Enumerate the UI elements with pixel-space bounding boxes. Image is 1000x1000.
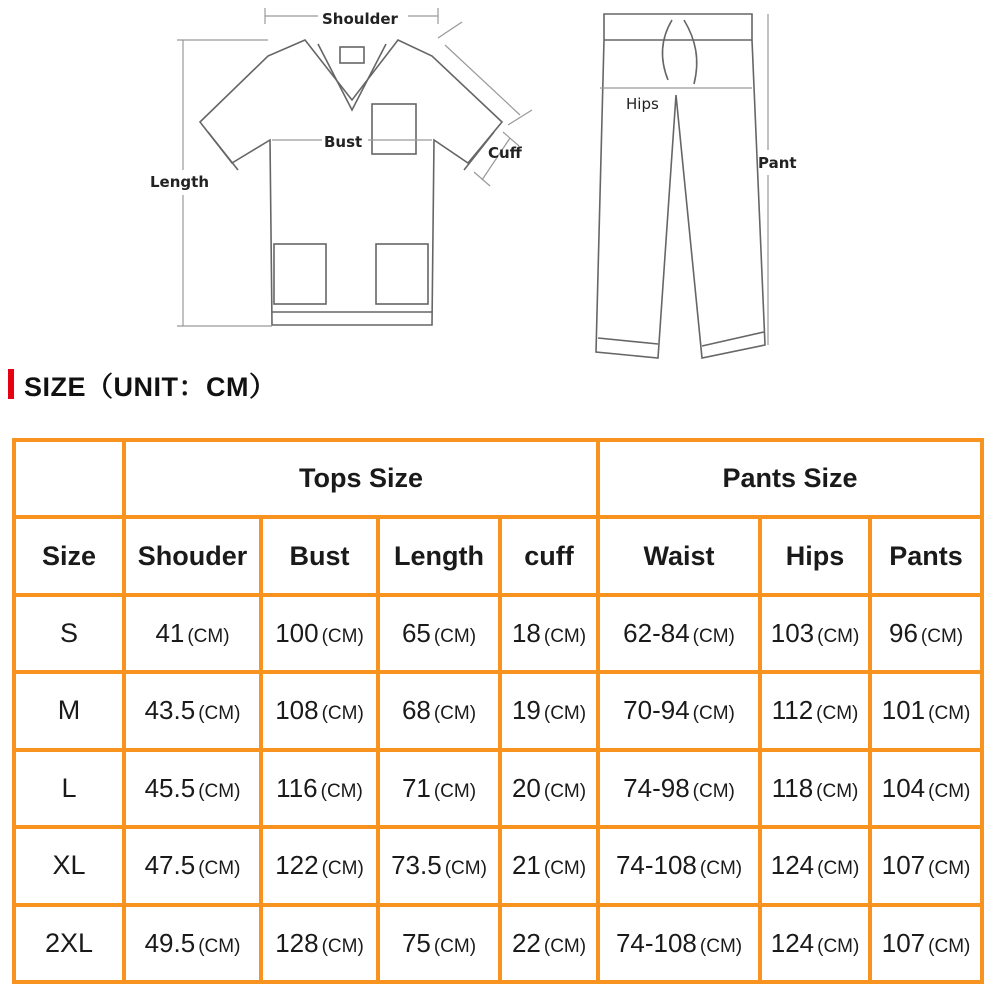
col-header-length: Length bbox=[378, 517, 500, 594]
waist-value: 70-94 bbox=[623, 695, 690, 726]
pants-cell bbox=[870, 905, 982, 982]
unit-label: (CM) bbox=[928, 935, 971, 957]
shoulder-cell bbox=[124, 827, 261, 904]
size-cell: 2XL bbox=[14, 905, 124, 982]
bust-value: 108 bbox=[275, 695, 319, 726]
pants-value: 107 bbox=[881, 850, 926, 881]
bust-value: 116 bbox=[276, 772, 318, 803]
waist-cell bbox=[598, 672, 760, 749]
col-header-shoulder: Shouder bbox=[124, 517, 261, 594]
length-value: 75 bbox=[401, 927, 431, 958]
length-value: 65 bbox=[401, 618, 431, 649]
hips-value: 112 bbox=[771, 695, 814, 726]
length-value: 71 bbox=[401, 772, 431, 803]
unit-label: (CM) bbox=[817, 858, 860, 880]
unit-label: (CM) bbox=[320, 780, 363, 802]
unit-label: (CM) bbox=[321, 935, 364, 957]
hips-cell bbox=[760, 905, 870, 982]
bust-cell bbox=[261, 672, 378, 749]
unit-label: (CM) bbox=[817, 626, 860, 648]
unit-label: (CM) bbox=[699, 858, 743, 880]
unit-label: (CM) bbox=[928, 780, 971, 802]
unit-label: (CM) bbox=[543, 626, 587, 648]
cuff-value: 18 bbox=[511, 618, 541, 649]
bust-cell bbox=[261, 827, 378, 904]
col-header-cuff: cuff bbox=[500, 517, 598, 594]
unit-label: (CM) bbox=[321, 858, 364, 880]
shoulder-value: 49.5 bbox=[144, 927, 196, 958]
cuff-cell bbox=[500, 905, 598, 982]
heading-accent-bar bbox=[8, 369, 14, 399]
size-cell: L bbox=[14, 750, 124, 827]
size-cell: M bbox=[14, 672, 124, 749]
waist-cell bbox=[598, 827, 760, 904]
tops-size-header: Tops Size bbox=[124, 440, 598, 517]
hips-cell bbox=[760, 595, 870, 672]
unit-label: (CM) bbox=[198, 935, 241, 957]
shoulder-value: 41 bbox=[155, 618, 185, 649]
measurement-diagram bbox=[0, 0, 1000, 370]
unit-label: (CM) bbox=[692, 703, 735, 725]
bust-value: 100 bbox=[275, 618, 319, 649]
unit-label: (CM) bbox=[692, 626, 735, 648]
unit-label: (CM) bbox=[817, 935, 860, 957]
cuff-value: 21 bbox=[511, 850, 541, 881]
unit-label: (CM) bbox=[543, 858, 587, 880]
table-row bbox=[14, 750, 982, 827]
table-row bbox=[14, 595, 982, 672]
length-cell bbox=[378, 672, 500, 749]
column-header-row bbox=[14, 517, 982, 594]
bust-cell bbox=[261, 750, 378, 827]
col-header-size: Size bbox=[14, 517, 124, 594]
table-row bbox=[14, 905, 982, 982]
size-cell: S bbox=[14, 595, 124, 672]
cuff-value: 22 bbox=[511, 927, 541, 958]
length-cell bbox=[378, 750, 500, 827]
pants-drawing bbox=[596, 14, 765, 358]
size-heading bbox=[8, 366, 277, 402]
pant-diagram-label: Pant bbox=[758, 154, 797, 172]
garment-illustration bbox=[0, 0, 1000, 370]
hips-value: 103 bbox=[770, 618, 815, 649]
size-heading-text: SIZE（UNIT：CM） bbox=[24, 371, 277, 402]
waist-cell bbox=[598, 905, 760, 982]
col-header-pants: Pants bbox=[870, 517, 982, 594]
bust-value: 122 bbox=[275, 850, 319, 881]
top-measure-lines bbox=[177, 8, 532, 326]
hips-cell bbox=[760, 750, 870, 827]
cuff-value: 19 bbox=[511, 695, 541, 726]
waist-cell bbox=[598, 750, 760, 827]
unit-label: (CM) bbox=[433, 703, 477, 725]
cuff-cell bbox=[500, 750, 598, 827]
hips-value: 124 bbox=[770, 927, 815, 958]
shoulder-value: 45.5 bbox=[144, 772, 196, 803]
bust-diagram-label: Bust bbox=[324, 133, 363, 151]
pants-value: 107 bbox=[881, 927, 926, 958]
unit-label: (CM) bbox=[198, 858, 241, 880]
waist-value: 74-98 bbox=[623, 772, 690, 803]
length-cell bbox=[378, 827, 500, 904]
table-row bbox=[14, 672, 982, 749]
group-header-row bbox=[14, 440, 982, 517]
unit-label: (CM) bbox=[816, 703, 859, 725]
length-value: 68 bbox=[401, 695, 431, 726]
length-cell bbox=[378, 905, 500, 982]
size-chart-table bbox=[12, 438, 984, 984]
col-header-hips: Hips bbox=[760, 517, 870, 594]
unit-label: (CM) bbox=[187, 626, 230, 648]
bust-value: 128 bbox=[275, 927, 319, 958]
size-rows bbox=[14, 595, 982, 982]
pants-value: 96 bbox=[888, 618, 918, 649]
waist-value: 74-108 bbox=[615, 927, 697, 958]
shoulder-cell bbox=[124, 595, 261, 672]
shoulder-cell bbox=[124, 750, 261, 827]
unit-label: (CM) bbox=[543, 935, 587, 957]
shoulder-value: 43.5 bbox=[144, 695, 196, 726]
unit-label: (CM) bbox=[321, 703, 364, 725]
waist-value: 74-108 bbox=[615, 850, 697, 881]
shoulder-cell bbox=[124, 672, 261, 749]
unit-label: (CM) bbox=[543, 703, 587, 725]
unit-label: (CM) bbox=[433, 626, 477, 648]
pants-cell bbox=[870, 750, 982, 827]
unit-label: (CM) bbox=[433, 935, 477, 957]
shoulder-cell bbox=[124, 905, 261, 982]
pants-cell bbox=[870, 595, 982, 672]
hips-value: 124 bbox=[770, 850, 815, 881]
pants-size-header: Pants Size bbox=[598, 440, 982, 517]
pants-value: 101 bbox=[881, 695, 926, 726]
unit-label: (CM) bbox=[444, 858, 487, 880]
waist-value: 62-84 bbox=[623, 618, 690, 649]
length-diagram-label: Length bbox=[150, 173, 209, 191]
col-header-waist: Waist bbox=[598, 517, 760, 594]
hips-value: 118 bbox=[771, 772, 814, 803]
cuff-value: 20 bbox=[511, 772, 541, 803]
size-cell: XL bbox=[14, 827, 124, 904]
pants-cell bbox=[870, 827, 982, 904]
hips-cell bbox=[760, 827, 870, 904]
hips-cell bbox=[760, 672, 870, 749]
length-cell bbox=[378, 595, 500, 672]
scrub-top-drawing bbox=[200, 40, 502, 325]
empty-corner-cell bbox=[14, 440, 124, 517]
table-row bbox=[14, 827, 982, 904]
cuff-diagram-label: Cuff bbox=[488, 144, 522, 162]
unit-label: (CM) bbox=[816, 780, 859, 802]
bust-cell bbox=[261, 595, 378, 672]
waist-cell bbox=[598, 595, 760, 672]
unit-label: (CM) bbox=[198, 703, 241, 725]
shoulder-diagram-label: Shoulder bbox=[322, 10, 398, 28]
unit-label: (CM) bbox=[699, 935, 743, 957]
hips-diagram-label: Hips bbox=[626, 95, 659, 113]
col-header-bust: Bust bbox=[261, 517, 378, 594]
unit-label: (CM) bbox=[433, 780, 477, 802]
unit-label: (CM) bbox=[692, 780, 735, 802]
bust-cell bbox=[261, 905, 378, 982]
unit-label: (CM) bbox=[920, 626, 964, 648]
unit-label: (CM) bbox=[928, 703, 971, 725]
shoulder-value: 47.5 bbox=[144, 850, 196, 881]
unit-label: (CM) bbox=[543, 780, 587, 802]
unit-label: (CM) bbox=[928, 858, 971, 880]
unit-label: (CM) bbox=[198, 780, 241, 802]
pants-value: 104 bbox=[881, 772, 926, 803]
cuff-cell bbox=[500, 827, 598, 904]
length-value: 73.5 bbox=[391, 850, 442, 881]
cuff-cell bbox=[500, 595, 598, 672]
pants-cell bbox=[870, 672, 982, 749]
cuff-cell bbox=[500, 672, 598, 749]
unit-label: (CM) bbox=[321, 626, 364, 648]
